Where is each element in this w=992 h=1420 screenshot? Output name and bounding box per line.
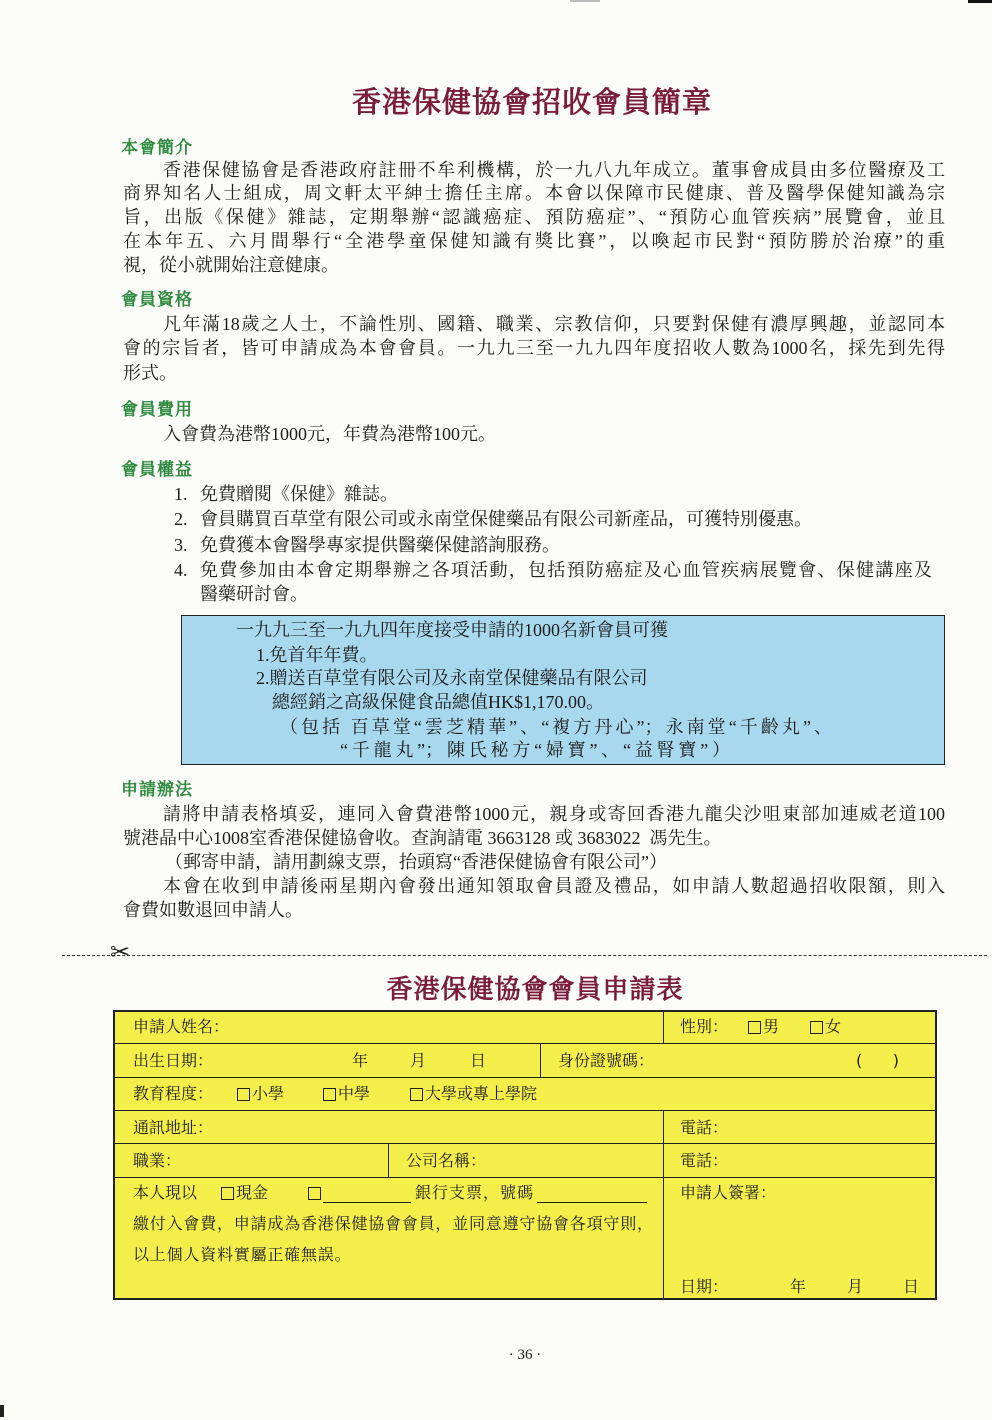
apply-line: 本會在收到申請後兩星期內會發出通知領取會員證及禮品，如申請人數超過招收限額，則入: [163, 876, 945, 896]
form-row-divider: [115, 1043, 935, 1044]
bank-name-blank: [323, 1199, 411, 1203]
intro-line: 旨，出版《保健》雜誌，定期舉辦“認識癌症、預防癌症”、“預防心血管疾病”展覽會，並且: [123, 207, 945, 227]
occupation-label: 職業：: [133, 1151, 182, 1170]
section-heading-eligibility: 會員資格: [121, 290, 193, 310]
page-number: · 36 ·: [508, 1347, 542, 1363]
benefit-text: 免費贈閱《保健》雜誌。: [200, 484, 398, 504]
intro-line: 在本年五、六月間舉行“全港學童保健知識有獎比賽”，以喚起市民對“預防勝於治療”的重: [123, 231, 945, 251]
fees-line: 入會費為港幣1000元，年費為港幣100元。: [163, 424, 496, 444]
scan-mark: [570, 0, 600, 2]
intro-line: 視，從小就開始注意健康。: [123, 255, 339, 275]
section-heading-fees: 會員費用: [121, 400, 193, 420]
checkbox-male: [748, 1021, 761, 1034]
scan-mark: [968, 0, 992, 3]
form-col-divider: [540, 1043, 541, 1077]
name-label: 申請人姓名：: [133, 1017, 230, 1036]
eligibility-line: 形式。: [123, 363, 177, 383]
date-month: 月: [847, 1277, 864, 1296]
checkbox-primary: [237, 1088, 250, 1101]
eligibility-line: 會的宗旨者，皆可申請成為本會會員。一九九三至一九九四年度招收人數為1000名，採先到先得: [123, 338, 945, 358]
offer-line: 1.免首年年費。: [256, 645, 378, 665]
apply-line: 會費如數退回申請人。: [123, 900, 303, 920]
dob-year: 年: [352, 1051, 369, 1070]
apply-line: 請將申請表格填妥，連同入會費港幣1000元，親身或寄回香港九龍尖沙咀東部加連威老道100: [163, 804, 945, 824]
home-phone-label: 電話：: [680, 1118, 729, 1137]
benefit-text-continued: 醫藥研討會。: [200, 584, 308, 604]
date-day: 日: [903, 1277, 920, 1296]
edu-option-secondary: 中學: [338, 1084, 371, 1103]
sex-label: 性別：: [680, 1017, 729, 1036]
office-phone-label: 電話：: [680, 1151, 729, 1170]
address-label: 通訊地址：: [133, 1118, 214, 1137]
section-heading-intro: 本會簡介: [121, 138, 193, 158]
checkbox-tertiary: [410, 1088, 423, 1101]
scissors-icon: [110, 938, 138, 966]
intro-line: 商界知名人士組成，周文軒太平紳士擔任主席。本會以保障市民健康、普及醫學保健知識為宗: [123, 183, 945, 203]
benefit-number: 1.: [174, 484, 188, 504]
cheque-number-blank: [537, 1199, 647, 1203]
date-year: 年: [790, 1277, 807, 1296]
offer-line: （包括 百草堂“雲芝精華”、“複方丹心”；永南堂“千齡丸”、: [280, 717, 832, 737]
benefit-text: 免費參加由本會定期舉辦之各項活動，包括預防癌症及心血管疾病展覽會、保健講座及: [200, 560, 932, 580]
application-form: [113, 1010, 937, 1300]
checkbox-cheque: [308, 1187, 321, 1200]
sex-option-female: 女: [825, 1017, 842, 1036]
apply-line: 號港晶中心1008室香港保健協會收。查詢請電 3663128 或 3683022 馮先生。: [123, 828, 722, 848]
scan-mark: [0, 1405, 4, 1417]
checkbox-cash: [221, 1187, 234, 1200]
payment-prefix: 本人現以: [133, 1183, 198, 1202]
form-row-divider: [115, 1177, 935, 1178]
edu-option-primary: 小學: [252, 1084, 285, 1103]
date-label: 日期：: [680, 1277, 729, 1296]
form-row-divider: [115, 1077, 935, 1078]
checkbox-female: [810, 1021, 823, 1034]
education-label: 教育程度：: [133, 1084, 214, 1103]
page-title: 香港保健協會招收會員簡章: [351, 85, 712, 119]
dob-day: 日: [470, 1051, 487, 1070]
id-check-digit-parens: ( ): [856, 1051, 899, 1070]
benefit-text: 免費獲本會醫學專家提供醫藥保健諮詢服務。: [200, 535, 560, 555]
id-label: 身份證號碼：: [558, 1051, 655, 1070]
signature-label: 申請人簽署：: [680, 1183, 777, 1202]
form-row-divider: [115, 1143, 935, 1144]
benefit-text: 會員購買百草堂有限公司或永南堂保健藥品有限公司新產品，可獲特別優惠。: [200, 509, 812, 529]
benefit-number: 4.: [174, 560, 188, 580]
declaration-line: 以上個人資料實屬正確無誤。: [133, 1245, 352, 1264]
payment-cash-label: 現金: [236, 1183, 269, 1202]
offer-line: 2.贈送百草堂有限公司及永南堂保健藥品有限公司: [256, 668, 648, 688]
dob-label: 出生日期：: [133, 1051, 214, 1070]
section-heading-apply: 申請辦法: [121, 780, 193, 800]
form-col-divider: [663, 1012, 664, 1043]
apply-line: （郵寄申請，請用劃線支票，抬頭寫“香港保健協會有限公司”）: [165, 852, 667, 872]
company-label: 公司名稱：: [406, 1151, 487, 1170]
form-col-divider: [663, 1110, 664, 1298]
sex-option-male: 男: [763, 1017, 780, 1036]
form-title: 香港保健協會會員申請表: [386, 975, 684, 1005]
checkbox-secondary: [323, 1088, 336, 1101]
offer-box: [181, 615, 945, 765]
form-row-divider: [115, 1110, 935, 1111]
offer-line: “千龍丸”；陳氏秘方“婦寶”、“益腎寶”）: [340, 740, 730, 760]
declaration-line: 繳付入會費，申請成為香港保健協會會員，並同意遵守協會各項守則，: [133, 1214, 654, 1233]
intro-line: 香港保健協會是香港政府註冊不牟利機構，於一九八九年成立。董事會成員由多位醫療及工: [163, 160, 945, 180]
offer-line: 一九九三至一九九四年度接受申請的1000名新會員可獲: [236, 620, 668, 640]
payment-cheque-label: 銀行支票，號碼: [415, 1183, 535, 1202]
benefit-number: 3.: [174, 535, 188, 555]
section-heading-benefits: 會員權益: [121, 460, 193, 480]
edu-option-tertiary: 大學或專上學院: [425, 1084, 538, 1103]
form-col-divider: [388, 1143, 389, 1177]
cut-dashed-line: [62, 955, 987, 956]
eligibility-line: 凡年滿18歲之人士，不論性別、國籍、職業、宗教信仰，只要對保健有濃厚興趣，並認同本: [163, 314, 945, 334]
dob-month: 月: [410, 1051, 427, 1070]
offer-line: 總經銷之高級保健食品總值HK$1,170.00。: [272, 692, 604, 712]
benefit-number: 2.: [174, 509, 188, 529]
